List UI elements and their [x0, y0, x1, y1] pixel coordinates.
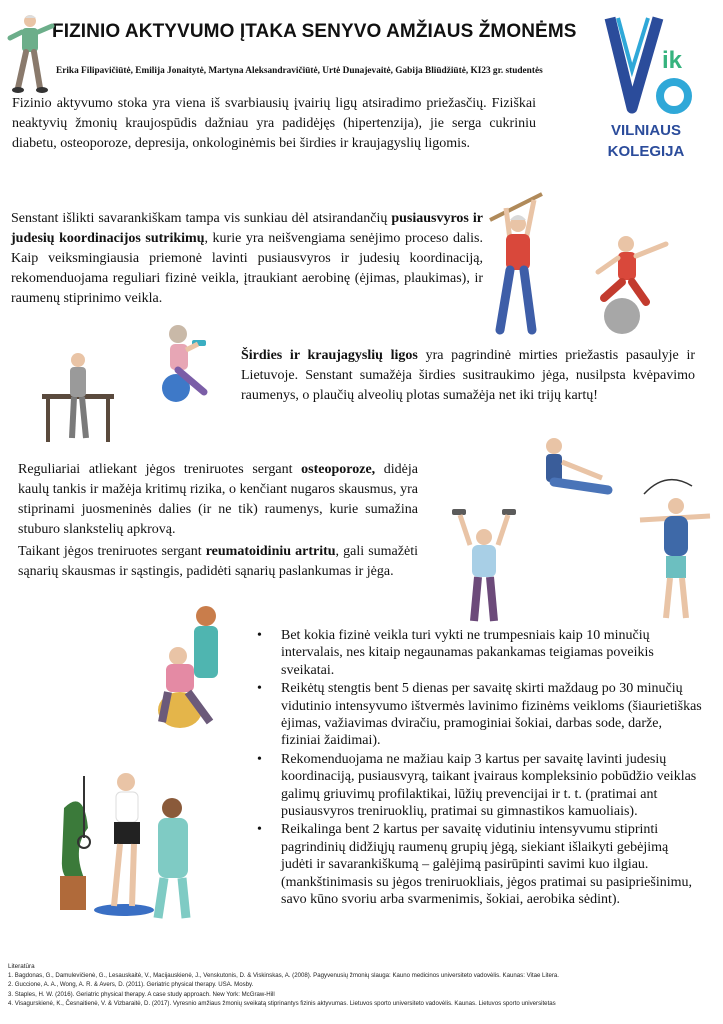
reference-item: 3. Staples, H. W. (2016). Geriatric physical therapy. A case study approach. New York: McGraw-Hill: [8, 990, 275, 998]
osteo-text-bold: osteoporoze,: [301, 462, 376, 477]
woman-with-stick-illustration: [486, 190, 556, 340]
reference-item: 4. Visagurskienė, K., Česnaitienė, V. & Vizbaraitė, D. (2017). Vyresnio amžiaus žmonių sveikatą stiprinantys fizinis aktyvumas. Lietuvos sporto universiteto vadovėlis. Kaunas. Lietuvos sporto universitetas: [8, 999, 556, 1007]
man-parallel-bars-illustration: [38, 350, 118, 445]
balance-text-bold: pusiausvyros ir judesių koordinacijos sutrikimų: [11, 211, 483, 246]
list-item: • Rekomenduojama ne mažiau kaip 3 kartus per savaitę lavinti judesių koordinaciją, pusiausvyrą, taikant įvairaus kompleksinio pobūdžio veiklas galimų griuvimų profilaktikai, lūžių prevencijai ir t. t. (pratimai ant pusiausvyros treniruoklių, pratimai su gimnastikos kamuoliais).: [255, 751, 703, 821]
svg-text:ik: ik: [662, 47, 683, 74]
balance-text-post: , kurie yra neišvengiama senėjimo proceso dalis. Kaip veiksmingiausia priemonė lavinti pusiausvyros ir judesių koordinaciją, rekomenduojama reguliari fizinė veikla, įtraukiant aerobinę (ėjimas, plaukimas), ir raumenų stiprinimo veikla.: [11, 231, 484, 306]
references-title: Literatūra: [8, 963, 35, 970]
viko-logo: [588, 10, 700, 118]
logo-line-1: VILNIAUS: [610, 122, 681, 139]
heart-text-post: yra pagrindinė mirties priežastis pasaulyje ir Lietuvoje. Senstant sumažėja širdies susitraukimo jėga, nusilpsta kvėpavimo raumenys, o plaučių alveolių plotas sumažėja net iki trijų kartų!: [241, 348, 695, 403]
arthritis-paragraph: [18, 542, 418, 582]
woman-lifting-dumbbells-illustration: [448, 505, 520, 625]
osteoporosis-paragraph: [18, 460, 418, 540]
man-on-ball-illustration: [592, 232, 672, 336]
man-arm-raise-illustration: [636, 476, 714, 624]
osteo-text-post: didėja kaulų tankis ir mažėja kritimų rizika, o kenčiant nugaros skausmus, yra stiprinami juosmeninės dalies (ir ne tik) raumenys, kurie sumažina stuburo slankstelių apkrovą.: [18, 462, 418, 537]
woman-with-dumbbell-illustration: [148, 322, 218, 402]
osteo-text-pre: Reguliariai atliekant jėgos treniruotes sergant: [18, 462, 302, 477]
references-section: [8, 962, 718, 1008]
heart-text-bold: Širdies ir kraujagyslių ligos: [241, 348, 418, 363]
poster-title: FIZINIO AKTYVUMO ĮTAKA SENYVO AMŽIAUS ŽMONĖMS: [52, 21, 577, 42]
list-item: • Reikalinga bent 2 kartus per savaitę vidutiniu intensyvumu stiprinti pagrindinių didžiųjų raumenų grupių jėgą, siekiant išlaikyti gebėjimą judėti ir savarankiškumą – galėjimą pasirūpinti savimi kuo ilgiau. (mankštinimasis su jėgos treniruokliais, jėgos pratimai su pasipriešinimu, savo kūno svoriu arba svarmenimis, šokiai, aerobika sėdint).: [255, 821, 703, 908]
logo-line-2: KOLEGIJA: [607, 143, 685, 160]
reference-item: 1. Bagdonas, G., Damulevičienė, G., Lesauskaitė, V., Macijauskienė, J., Venskutonis, D. & Viskinskas, A. (2008). Pagyvenusių žmonių slauga: Kauno medicinos universiteto vadovėlis. Kaunas: Vitae Litera.: [8, 972, 559, 980]
reference-item: 2. Guccione, A. A., Wong, A. R. & Avers, D. (2011). Geriatric physical therapy. USA. Mosby.: [8, 981, 254, 989]
man-trampoline-therapist-illustration: [54, 768, 204, 928]
authors-line: Erika Filipavičiūtė, Emilija Jonaitytė, Martyna Aleksandravičiūtė, Urtė Dunajevaitė, Gabija Bliūdžiūtė, KI23 gr. studentės: [56, 66, 543, 76]
nurse-with-woman-on-ball-illustration: [148, 602, 238, 732]
list-item: • Reikėtų stengtis bent 5 dienas per savaitę skirti maždaug po 30 minučių vidutinio intensyvumo ištvermės lavinimo fizinėms veikloms (šiaurietiškas ėjimas, važiavimas dviračiu, pramoginiai šokiai, darbas sode, darže, fiziniai žaidimai).: [255, 680, 703, 750]
arthritis-text-post: , gali sumažėti sąnarių skausmas ir sąstingis, padidėti sąnarių paslankumas ir jėga.: [18, 544, 418, 579]
recommendations-list: [255, 627, 703, 910]
list-item: • Bet kokia fizinė veikla turi vykti ne trumpesniais kaip 10 minučių intervalais, nes kitaip negaunamas pakankamas teigiamas poveikis sveikatai.: [255, 627, 703, 679]
balance-paragraph: [11, 209, 483, 309]
balance-text-pre: Senstant išlikti savarankiškam tampa vis sunkiau dėl atsirandančių: [11, 211, 392, 226]
arthritis-text-bold: reumatoidiniu artritu: [205, 544, 336, 559]
heart-paragraph: [241, 346, 695, 406]
arthritis-text-pre: Taikant jėgos treniruotes sergant: [18, 544, 206, 559]
intro-paragraph: Fizinio aktyvumo stoka yra viena iš svarbiausių įvairių ligų atsiradimo priežasčių. Fiziškai neaktyvių žmonių kraujospūdis dažniau yra padidėjęs (hipertenzija), jie serga cukriniu diabetu, osteoporoze, depresija, onkologinėmis bei širdies ir kraujagyslių ligomis.: [12, 96, 536, 151]
man-stretching-illustration: [540, 432, 615, 502]
logo-caption: [596, 120, 696, 162]
walking-man-illustration: [8, 12, 56, 94]
